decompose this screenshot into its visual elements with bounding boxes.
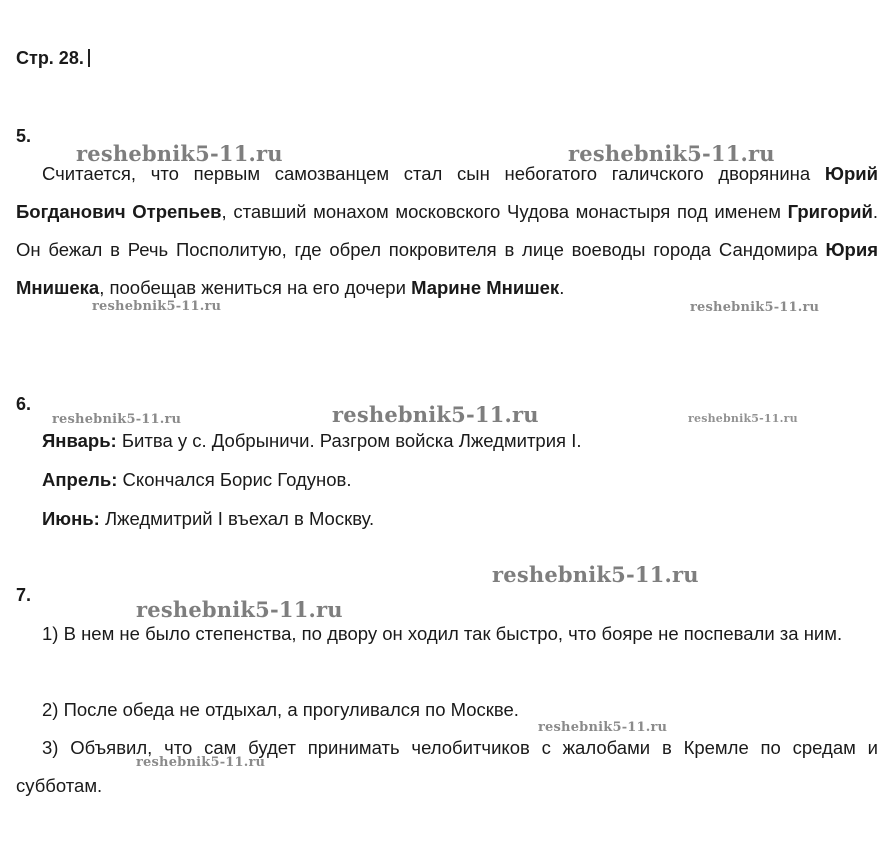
bold-name: Григорий bbox=[787, 201, 873, 222]
event-label: Апрель: bbox=[42, 469, 118, 490]
event-label: Январь: bbox=[42, 430, 117, 451]
bold-name: Марине Мнишек bbox=[411, 277, 560, 298]
bold-name: Юрия Мнишека bbox=[16, 239, 878, 298]
bold-name: Юрий Богданович Отрепьев bbox=[16, 163, 878, 222]
event-text: Скончался Борис Годунов. bbox=[117, 469, 352, 490]
watermark: reshebnik5-11.ru bbox=[76, 141, 283, 166]
watermark: reshebnik5-11.ru bbox=[332, 402, 539, 427]
list-item: 1) В нем не было степенства, по двору он ходил так быстро, что бояре не поспевали за ним. bbox=[42, 623, 843, 644]
watermark: reshebnik5-11.ru bbox=[690, 300, 820, 315]
page-label: Стр. 28. bbox=[16, 48, 84, 68]
watermark: reshebnik5-11.ru bbox=[136, 755, 266, 770]
event-label: Июнь: bbox=[42, 508, 100, 529]
event-entry bbox=[42, 430, 581, 452]
watermark: reshebnik5-11.ru bbox=[136, 597, 343, 622]
watermark: reshebnik5-11.ru bbox=[492, 562, 699, 587]
section-7-number: 7. bbox=[16, 585, 32, 605]
text-run: , пообещав жениться на его дочери bbox=[99, 277, 412, 298]
watermark: reshebnik5-11.ru bbox=[538, 720, 668, 735]
list-item: 3) Объявил, что сам будет принимать челобитчиков с жалобами в Кремле по средам и субботам. bbox=[16, 737, 878, 796]
text-cursor bbox=[88, 49, 90, 67]
section-6-number: 6. bbox=[16, 394, 32, 414]
watermark: reshebnik5-11.ru bbox=[688, 412, 798, 425]
text-run: , ставший монахом московского Чудова монастыря под именем bbox=[221, 201, 788, 222]
text-run: . bbox=[559, 277, 565, 298]
event-entry bbox=[42, 508, 374, 530]
event-text: Лжедмитрий I въехал в Москву. bbox=[99, 508, 375, 529]
text-run: Считается, что первым самозванцем стал сын небогатого галичского дворянина bbox=[42, 163, 825, 184]
list-item: 2) После обеда не отдыхал, а прогуливался по Москве. bbox=[42, 699, 519, 720]
watermark: reshebnik5-11.ru bbox=[92, 299, 222, 314]
watermark: reshebnik5-11.ru bbox=[568, 141, 775, 166]
watermark: reshebnik5-11.ru bbox=[52, 412, 182, 427]
page-header bbox=[16, 48, 90, 69]
event-entry bbox=[42, 469, 351, 491]
section-5-number: 5. bbox=[16, 126, 32, 146]
text-run: . Он бежал в Речь Посполитую, где обрел покровителя в лице воеводы города Сандомира bbox=[16, 201, 878, 260]
section-5-paragraph bbox=[16, 155, 878, 307]
event-text: Битва у с. Добрыничи. Разгром войска Лжедмитрия I. bbox=[116, 430, 582, 451]
